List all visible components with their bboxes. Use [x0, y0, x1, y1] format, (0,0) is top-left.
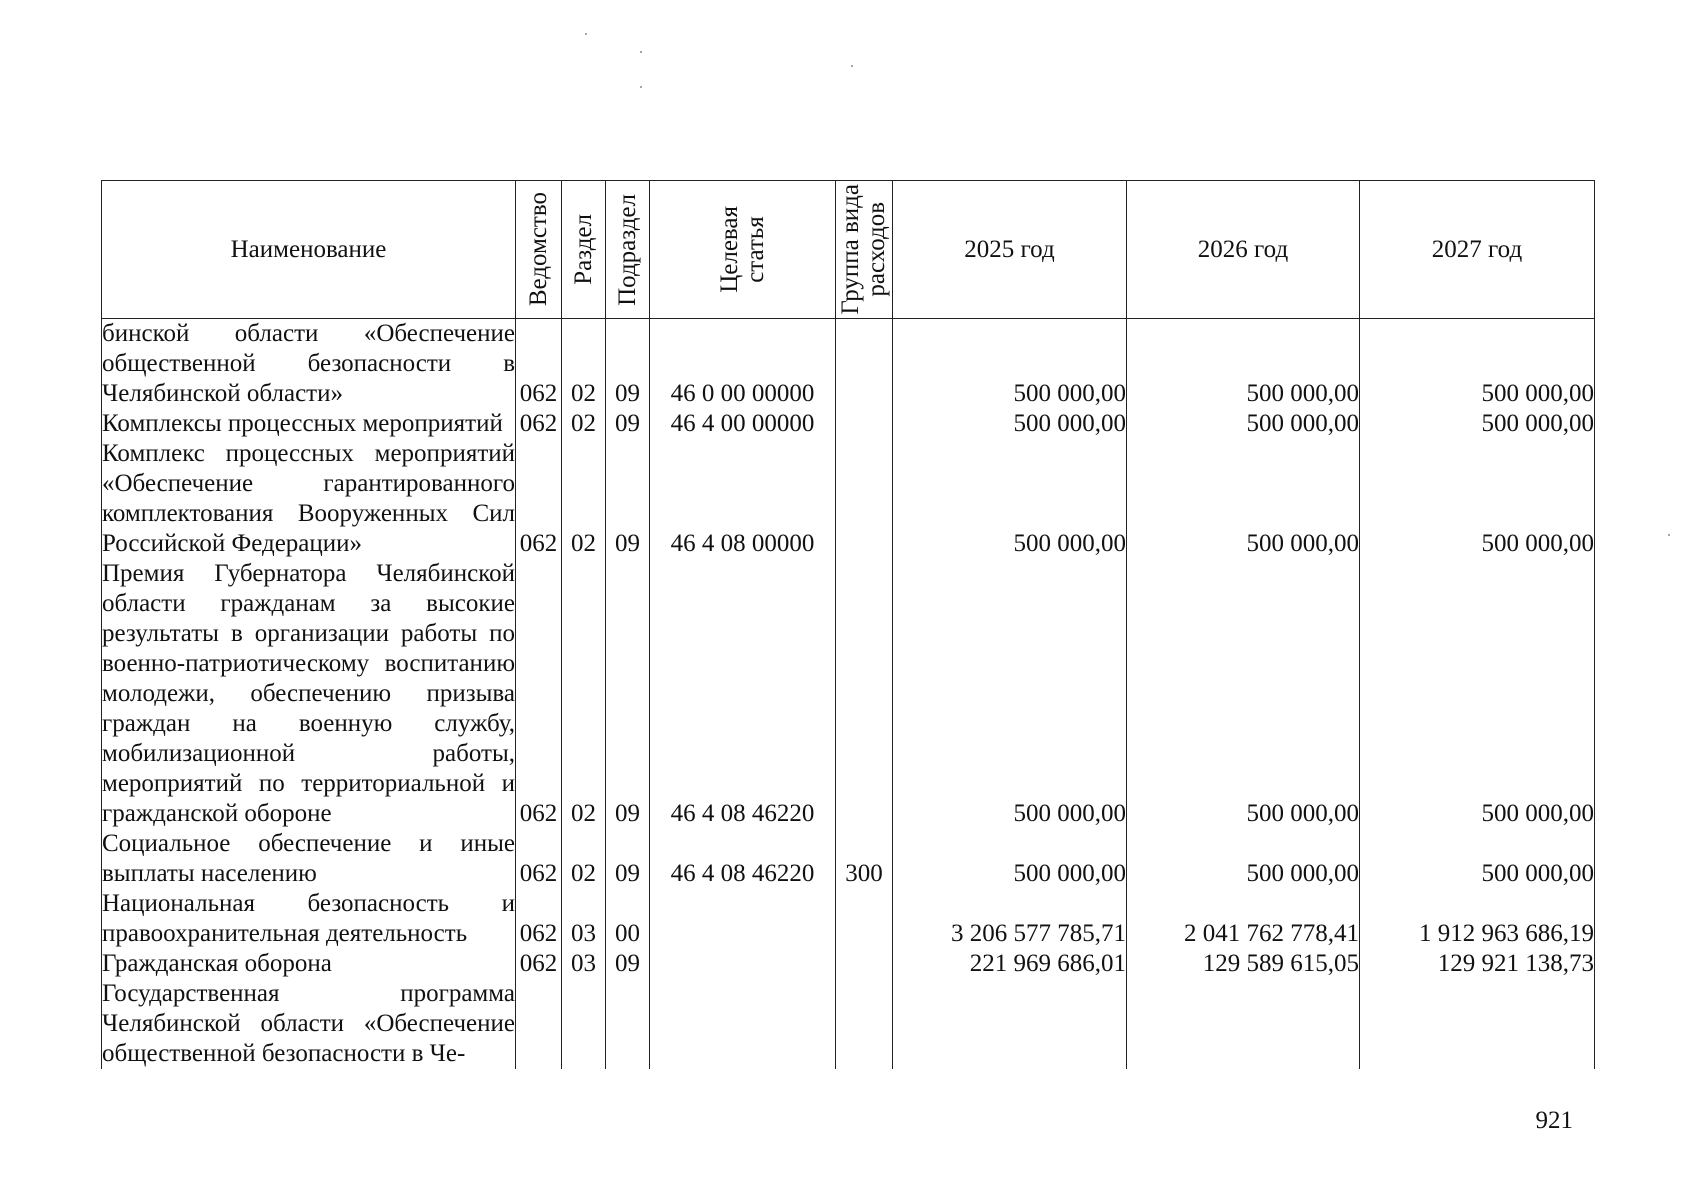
row-target-article: 46 4 08 00000 — [650, 439, 836, 559]
row-amount-2026: 500 000,00 — [1127, 319, 1360, 410]
row-amount-2027: 129 921 138,73 — [1360, 949, 1595, 979]
row-expense-group: 300 — [836, 829, 893, 889]
table-row — [102, 949, 1595, 979]
scan-speck — [851, 65, 853, 67]
budget-table — [101, 180, 1595, 1069]
row-department: 062 — [516, 439, 562, 559]
row-target-article: 46 0 00 00000 — [650, 319, 836, 410]
row-amount-2027: 500 000,00 — [1360, 319, 1595, 410]
row-target-article: 46 4 00 00000 — [650, 409, 836, 439]
row-amount-2027: 1 912 963 686,19 — [1360, 889, 1595, 949]
row-subsection: 09 — [606, 409, 650, 439]
row-expense-group — [836, 979, 893, 1069]
scan-speck — [585, 33, 587, 35]
row-subsection: 09 — [606, 949, 650, 979]
row-section: 03 — [562, 889, 606, 949]
row-name: Премия Губернатора Челябинской области гражданам за высокие результаты в организации работы по военно-патриотическому воспитанию молодежи, обеспечению призыва граждан на военную службу, мобилизационной работы, мероприятий по территориальной и гражданской обороне — [102, 560, 515, 827]
row-amount-2026: 500 000,00 — [1127, 439, 1360, 559]
row-amount-2026: 129 589 615,05 — [1127, 949, 1360, 979]
row-subsection: 09 — [606, 559, 650, 829]
table-row — [102, 439, 1595, 559]
row-amount-2027: 500 000,00 — [1360, 439, 1595, 559]
row-section: 02 — [562, 829, 606, 889]
header-expense-group: Группа вида расходов — [836, 181, 893, 319]
row-amount-2027: 500 000,00 — [1360, 409, 1595, 439]
row-target-article — [650, 979, 836, 1069]
row-name: Комплекс процессных мероприятий «Обеспечение гарантированного комплектования Вооруженных Сил Российской Федерации» — [102, 440, 515, 557]
row-name: Социальное обеспечение и иные выплаты населению — [102, 830, 515, 887]
row-target-article: 46 4 08 46220 — [650, 829, 836, 889]
header-year-2027: 2027 год — [1360, 181, 1595, 319]
row-section: 02 — [562, 439, 606, 559]
header-name: Наименование — [102, 181, 516, 319]
scan-speck — [1668, 534, 1670, 536]
row-amount-2025: 500 000,00 — [893, 829, 1127, 889]
row-section: 02 — [562, 559, 606, 829]
row-section: 03 — [562, 949, 606, 979]
row-subsection: 09 — [606, 829, 650, 889]
row-amount-2027: 500 000,00 — [1360, 829, 1595, 889]
row-amount-2026 — [1127, 979, 1360, 1069]
row-department: 062 — [516, 559, 562, 829]
row-name: Комплексы процессных мероприятий — [102, 409, 516, 439]
row-expense-group — [836, 409, 893, 439]
header-subsection: Подраздел — [606, 181, 650, 319]
row-subsection: 00 — [606, 889, 650, 949]
row-target-article — [650, 889, 836, 949]
row-amount-2027: 500 000,00 — [1360, 559, 1595, 829]
row-name: Гражданская оборона — [102, 949, 516, 979]
row-subsection — [606, 979, 650, 1069]
page-number: 921 — [1535, 1107, 1573, 1134]
row-department: 062 — [516, 319, 562, 410]
header-target-article: Целевая статья — [650, 181, 836, 319]
header-year-2025: 2025 год — [893, 181, 1127, 319]
row-department: 062 — [516, 889, 562, 949]
row-section — [562, 979, 606, 1069]
row-department: 062 — [516, 409, 562, 439]
table-row — [102, 889, 1595, 949]
scan-speck — [640, 51, 642, 53]
row-department: 062 — [516, 829, 562, 889]
table-header-row — [102, 181, 1595, 319]
table-row — [102, 829, 1595, 889]
row-expense-group — [836, 319, 893, 410]
row-amount-2025: 500 000,00 — [893, 559, 1127, 829]
table-row — [102, 979, 1595, 1069]
row-amount-2026: 500 000,00 — [1127, 409, 1360, 439]
row-amount-2025: 500 000,00 — [893, 439, 1127, 559]
row-expense-group — [836, 889, 893, 949]
row-name: бинской области «Обеспечение общественной безопасности в Челябинской области» — [102, 320, 515, 407]
row-amount-2026: 500 000,00 — [1127, 829, 1360, 889]
header-year-2026: 2026 год — [1127, 181, 1360, 319]
row-subsection: 09 — [606, 439, 650, 559]
table-row — [102, 319, 1595, 410]
row-name: Национальная безопасность и правоохранительная деятельность — [102, 890, 515, 947]
row-subsection: 09 — [606, 319, 650, 410]
row-department — [516, 979, 562, 1069]
row-name: Государственная программа Челябинской области «Обеспечение общественной безопасности в Че- — [102, 980, 515, 1067]
row-amount-2025: 500 000,00 — [893, 409, 1127, 439]
scan-speck — [640, 86, 642, 88]
row-amount-2025: 500 000,00 — [893, 319, 1127, 410]
row-amount-2025 — [893, 979, 1127, 1069]
row-amount-2026: 2 041 762 778,41 — [1127, 889, 1360, 949]
row-department: 062 — [516, 949, 562, 979]
header-department: Ведомство — [516, 181, 562, 319]
row-expense-group — [836, 559, 893, 829]
row-amount-2025: 221 969 686,01 — [893, 949, 1127, 979]
row-target-article: 46 4 08 46220 — [650, 559, 836, 829]
row-amount-2025: 3 206 577 785,71 — [893, 889, 1127, 949]
table-row — [102, 559, 1595, 829]
table-row — [102, 409, 1595, 439]
row-section: 02 — [562, 319, 606, 410]
row-expense-group — [836, 439, 893, 559]
row-amount-2026: 500 000,00 — [1127, 559, 1360, 829]
row-amount-2027 — [1360, 979, 1595, 1069]
header-section: Раздел — [562, 181, 606, 319]
row-section: 02 — [562, 409, 606, 439]
row-target-article — [650, 949, 836, 979]
row-expense-group — [836, 949, 893, 979]
